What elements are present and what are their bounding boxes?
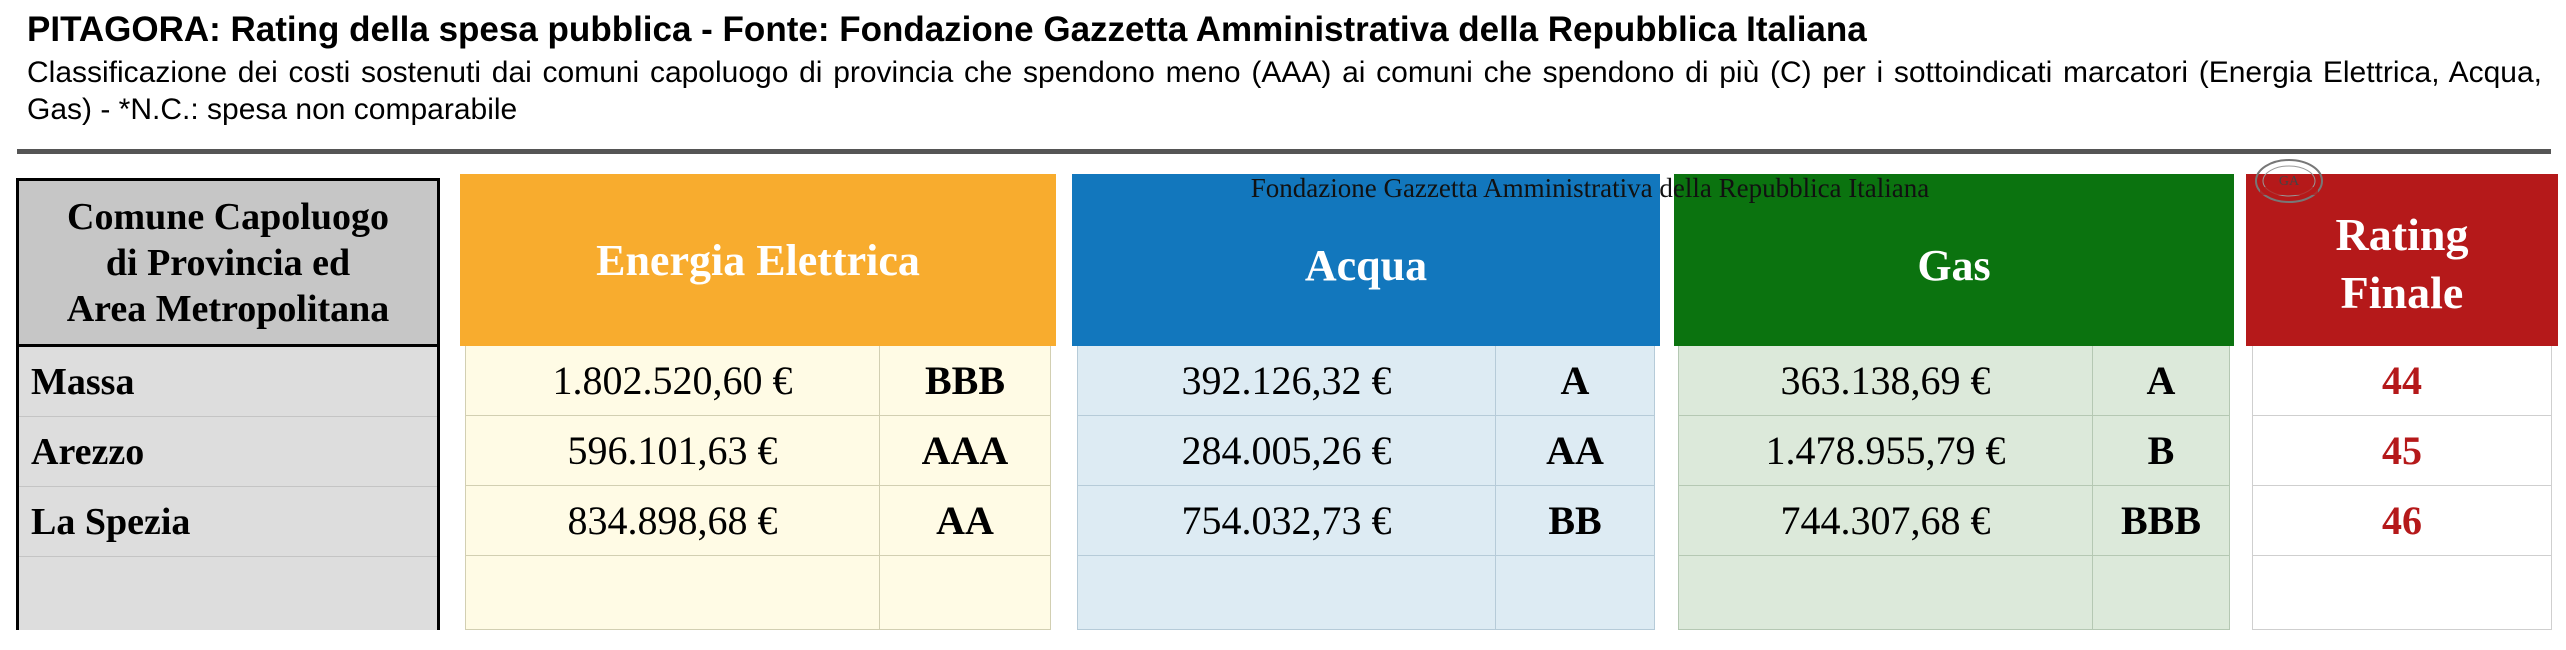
energia-costo-cell: 596.101,63 € <box>466 416 880 486</box>
rating-column <box>2246 174 2558 630</box>
energia-rating-cell <box>880 556 1050 629</box>
gas-costo-cell: 363.138,69 € <box>1679 346 2093 416</box>
acqua-costo-cell: 284.005,26 € <box>1078 416 1496 486</box>
watermark-text: Fondazione Gazzetta Amministrativa della Repubblica Italiana <box>1250 173 1930 203</box>
acqua-costo-cell: 754.032,73 € <box>1078 486 1496 556</box>
comune-cell: Arezzo <box>19 417 437 487</box>
energia-column <box>460 174 1056 630</box>
comune-header-line: Comune Capoluogo <box>67 195 389 238</box>
comune-header-line: Area Metropolitana <box>66 287 390 330</box>
rating-finale-cell: 45 <box>2253 416 2551 486</box>
svg-text:GA: GA <box>2278 174 2300 189</box>
acqua-rating-cell: AA <box>1496 416 1654 486</box>
gas-rating-cell: B <box>2093 416 2229 486</box>
energia-costo-cell: 834.898,68 € <box>466 486 880 556</box>
comune-cell <box>19 557 437 630</box>
gas-costo-cell <box>1679 556 2093 629</box>
rating-finale-cell: 44 <box>2253 346 2551 416</box>
rating-header-line: Finale <box>2340 267 2464 318</box>
gas-rating-cell: A <box>2093 346 2229 416</box>
gas-header: Gas <box>1674 174 2234 346</box>
acqua-rating-cell: BB <box>1496 486 1654 556</box>
seal-logo-icon <box>2250 155 2328 207</box>
comune-cell: Massa <box>19 347 437 417</box>
acqua-header: Acqua <box>1072 174 1660 346</box>
gas-costo-cell: 744.307,68 € <box>1679 486 2093 556</box>
energia-costo-cell: 1.802.520,60 € <box>466 346 880 416</box>
gas-rating-cell <box>2093 556 2229 629</box>
header-divider <box>17 149 2551 154</box>
energia-rating-cell: BBB <box>880 346 1050 416</box>
energia-header: Energia Elettrica <box>460 174 1056 346</box>
comune-header-line: di Provincia ed <box>105 241 351 284</box>
comune-column <box>16 178 440 630</box>
gas-rating-cell: BBB <box>2093 486 2229 556</box>
energia-rating-cell: AAA <box>880 416 1050 486</box>
page-title: PITAGORA: Rating della spesa pubblica - Fonte: Fondazione Gazzetta Amministrativa della Repubblica Italiana <box>27 10 1867 49</box>
acqua-rating-cell <box>1496 556 1654 629</box>
acqua-costo-cell: 392.126,32 € <box>1078 346 1496 416</box>
acqua-column <box>1072 174 1660 630</box>
rating-finale-cell: 46 <box>2253 486 2551 556</box>
rating-header-line: Rating <box>2335 209 2469 260</box>
acqua-rating-cell: A <box>1496 346 1654 416</box>
gas-column <box>1674 174 2234 630</box>
page-subtitle: Classificazione dei costi sostenuti dai comuni capoluogo di provincia che spendono meno (AAA) ai comuni che spendono di più (C) per i sottoindicati marcatori (Energia Elettrica, Acqua, Gas) - *N.C.: spesa non comparabile <box>27 56 2542 126</box>
energia-costo-cell <box>466 556 880 629</box>
comune-cell: La Spezia <box>19 487 437 557</box>
gas-costo-cell: 1.478.955,79 € <box>1679 416 2093 486</box>
comune-header <box>19 181 437 347</box>
energia-rating-cell: AA <box>880 486 1050 556</box>
rating-finale-cell <box>2253 556 2551 629</box>
acqua-costo-cell <box>1078 556 1496 629</box>
